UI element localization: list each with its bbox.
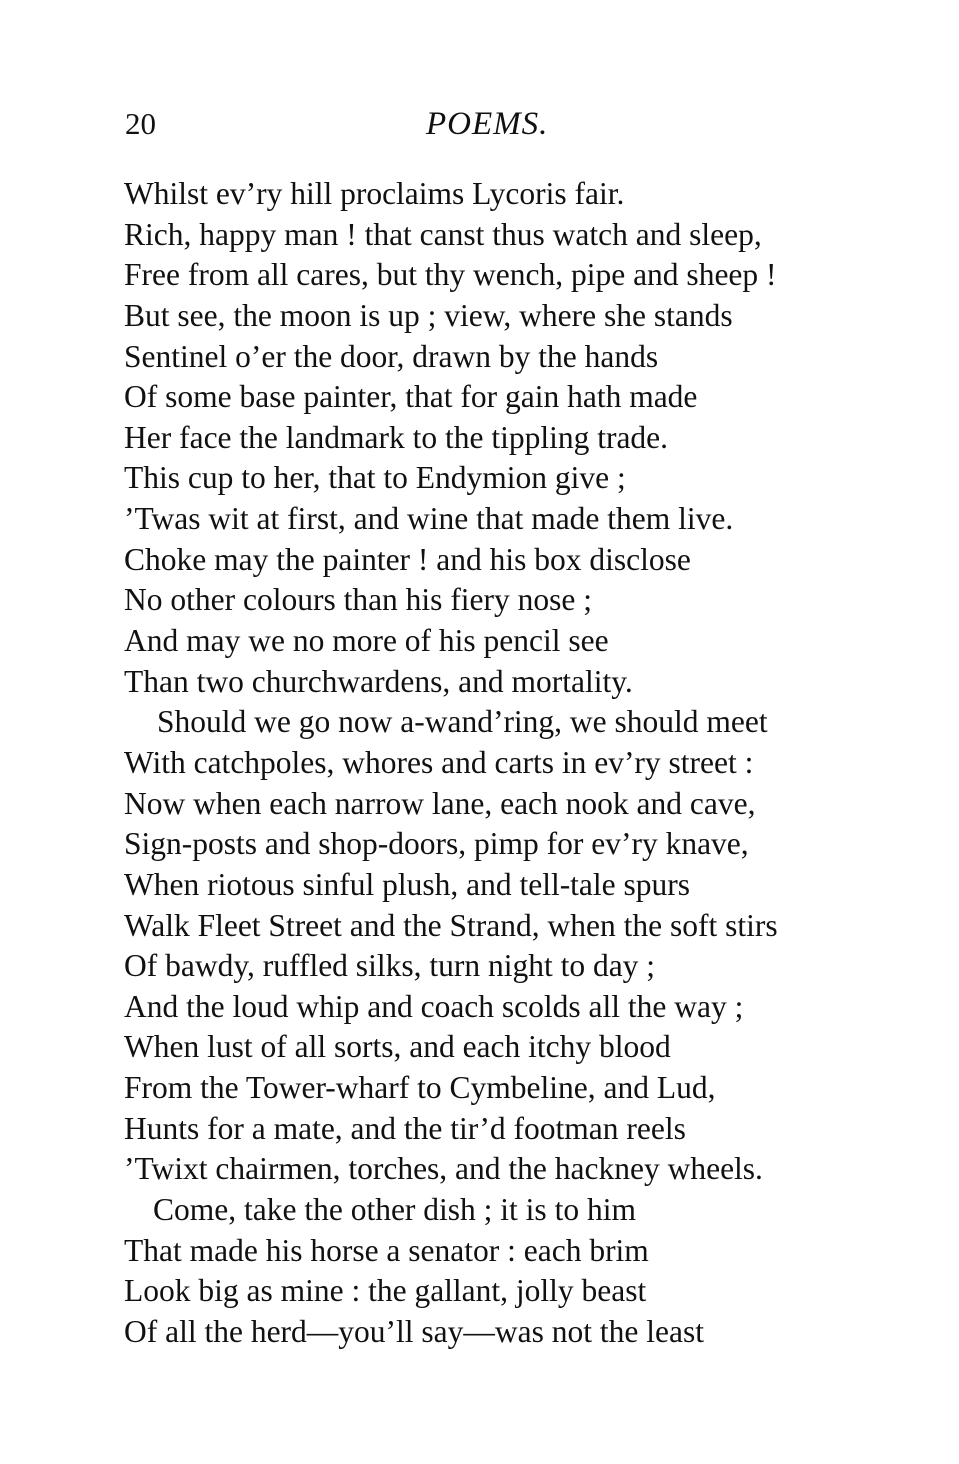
poem-line: Than two churchwardens, and mortality. [124, 663, 633, 699]
poem-line: That made his horse a senator : each brim [124, 1232, 649, 1268]
poem-line: Rich, happy man ! that canst thus watch and sleep, [124, 216, 762, 252]
poem-line: ’Twas wit at first, and wine that made them live. [124, 501, 734, 537]
poem-line: Of some base painter, that for gain hath made [124, 379, 698, 415]
poem-line: With catchpoles, whores and carts in ev’ry street : [124, 744, 754, 780]
poem-line: Sentinel o’er the door, drawn by the hands [124, 338, 659, 374]
poem-line: Walk Fleet Street and the Strand, when the soft stirs [124, 907, 778, 943]
poem-line: Hunts for a mate, and the tir’d footman reels [124, 1110, 686, 1146]
poem-line: Of bawdy, ruffled silks, turn night to day ; [124, 948, 656, 984]
poem-line: ’Twixt chairmen, torches, and the hackney wheels. [124, 1151, 763, 1187]
poem-line-stanza-start: Come, take the other dish ; it is to him [153, 1192, 636, 1228]
poem-line: When lust of all sorts, and each itchy blood [124, 1029, 671, 1065]
poem-line: Choke may the painter ! and his box disclose [124, 541, 691, 577]
poem-line: Of all the herd—you’ll say—was not the least [124, 1313, 704, 1349]
poem-line: From the Tower-wharf to Cymbeline, and Lud, [124, 1070, 716, 1106]
page-number: 20 [125, 106, 156, 141]
poem-line: Now when each narrow lane, each nook and cave, [124, 785, 756, 821]
poem-line: Free from all cares, but thy wench, pipe and sheep ! [124, 257, 777, 293]
page-title: POEMS. [426, 106, 549, 142]
poem-line: When riotous sinful plush, and tell-tale spurs [124, 866, 691, 902]
poem-line: This cup to her, that to Endymion give ; [124, 460, 626, 496]
poem-line-stanza-start: Should we go now a-wand’ring, we should meet [157, 704, 768, 740]
poem-line: Look big as mine : the gallant, jolly beast [124, 1273, 647, 1309]
poem-line: No other colours than his fiery nose ; [124, 582, 593, 618]
poem-text [124, 174, 924, 1353]
poem-line: Sign-posts and shop-doors, pimp for ev’ry knave, [124, 826, 749, 862]
poem-line: And the loud whip and coach scolds all the way ; [124, 988, 744, 1024]
poem-line: But see, the moon is up ; view, where she stands [124, 297, 733, 333]
poem-line: Whilst ev’ry hill proclaims Lycoris fair. [124, 176, 625, 211]
poem-line: Her face the landmark to the tippling trade. [124, 419, 669, 455]
poem-line: And may we no more of his pencil see [124, 623, 609, 659]
running-head [0, 104, 959, 144]
